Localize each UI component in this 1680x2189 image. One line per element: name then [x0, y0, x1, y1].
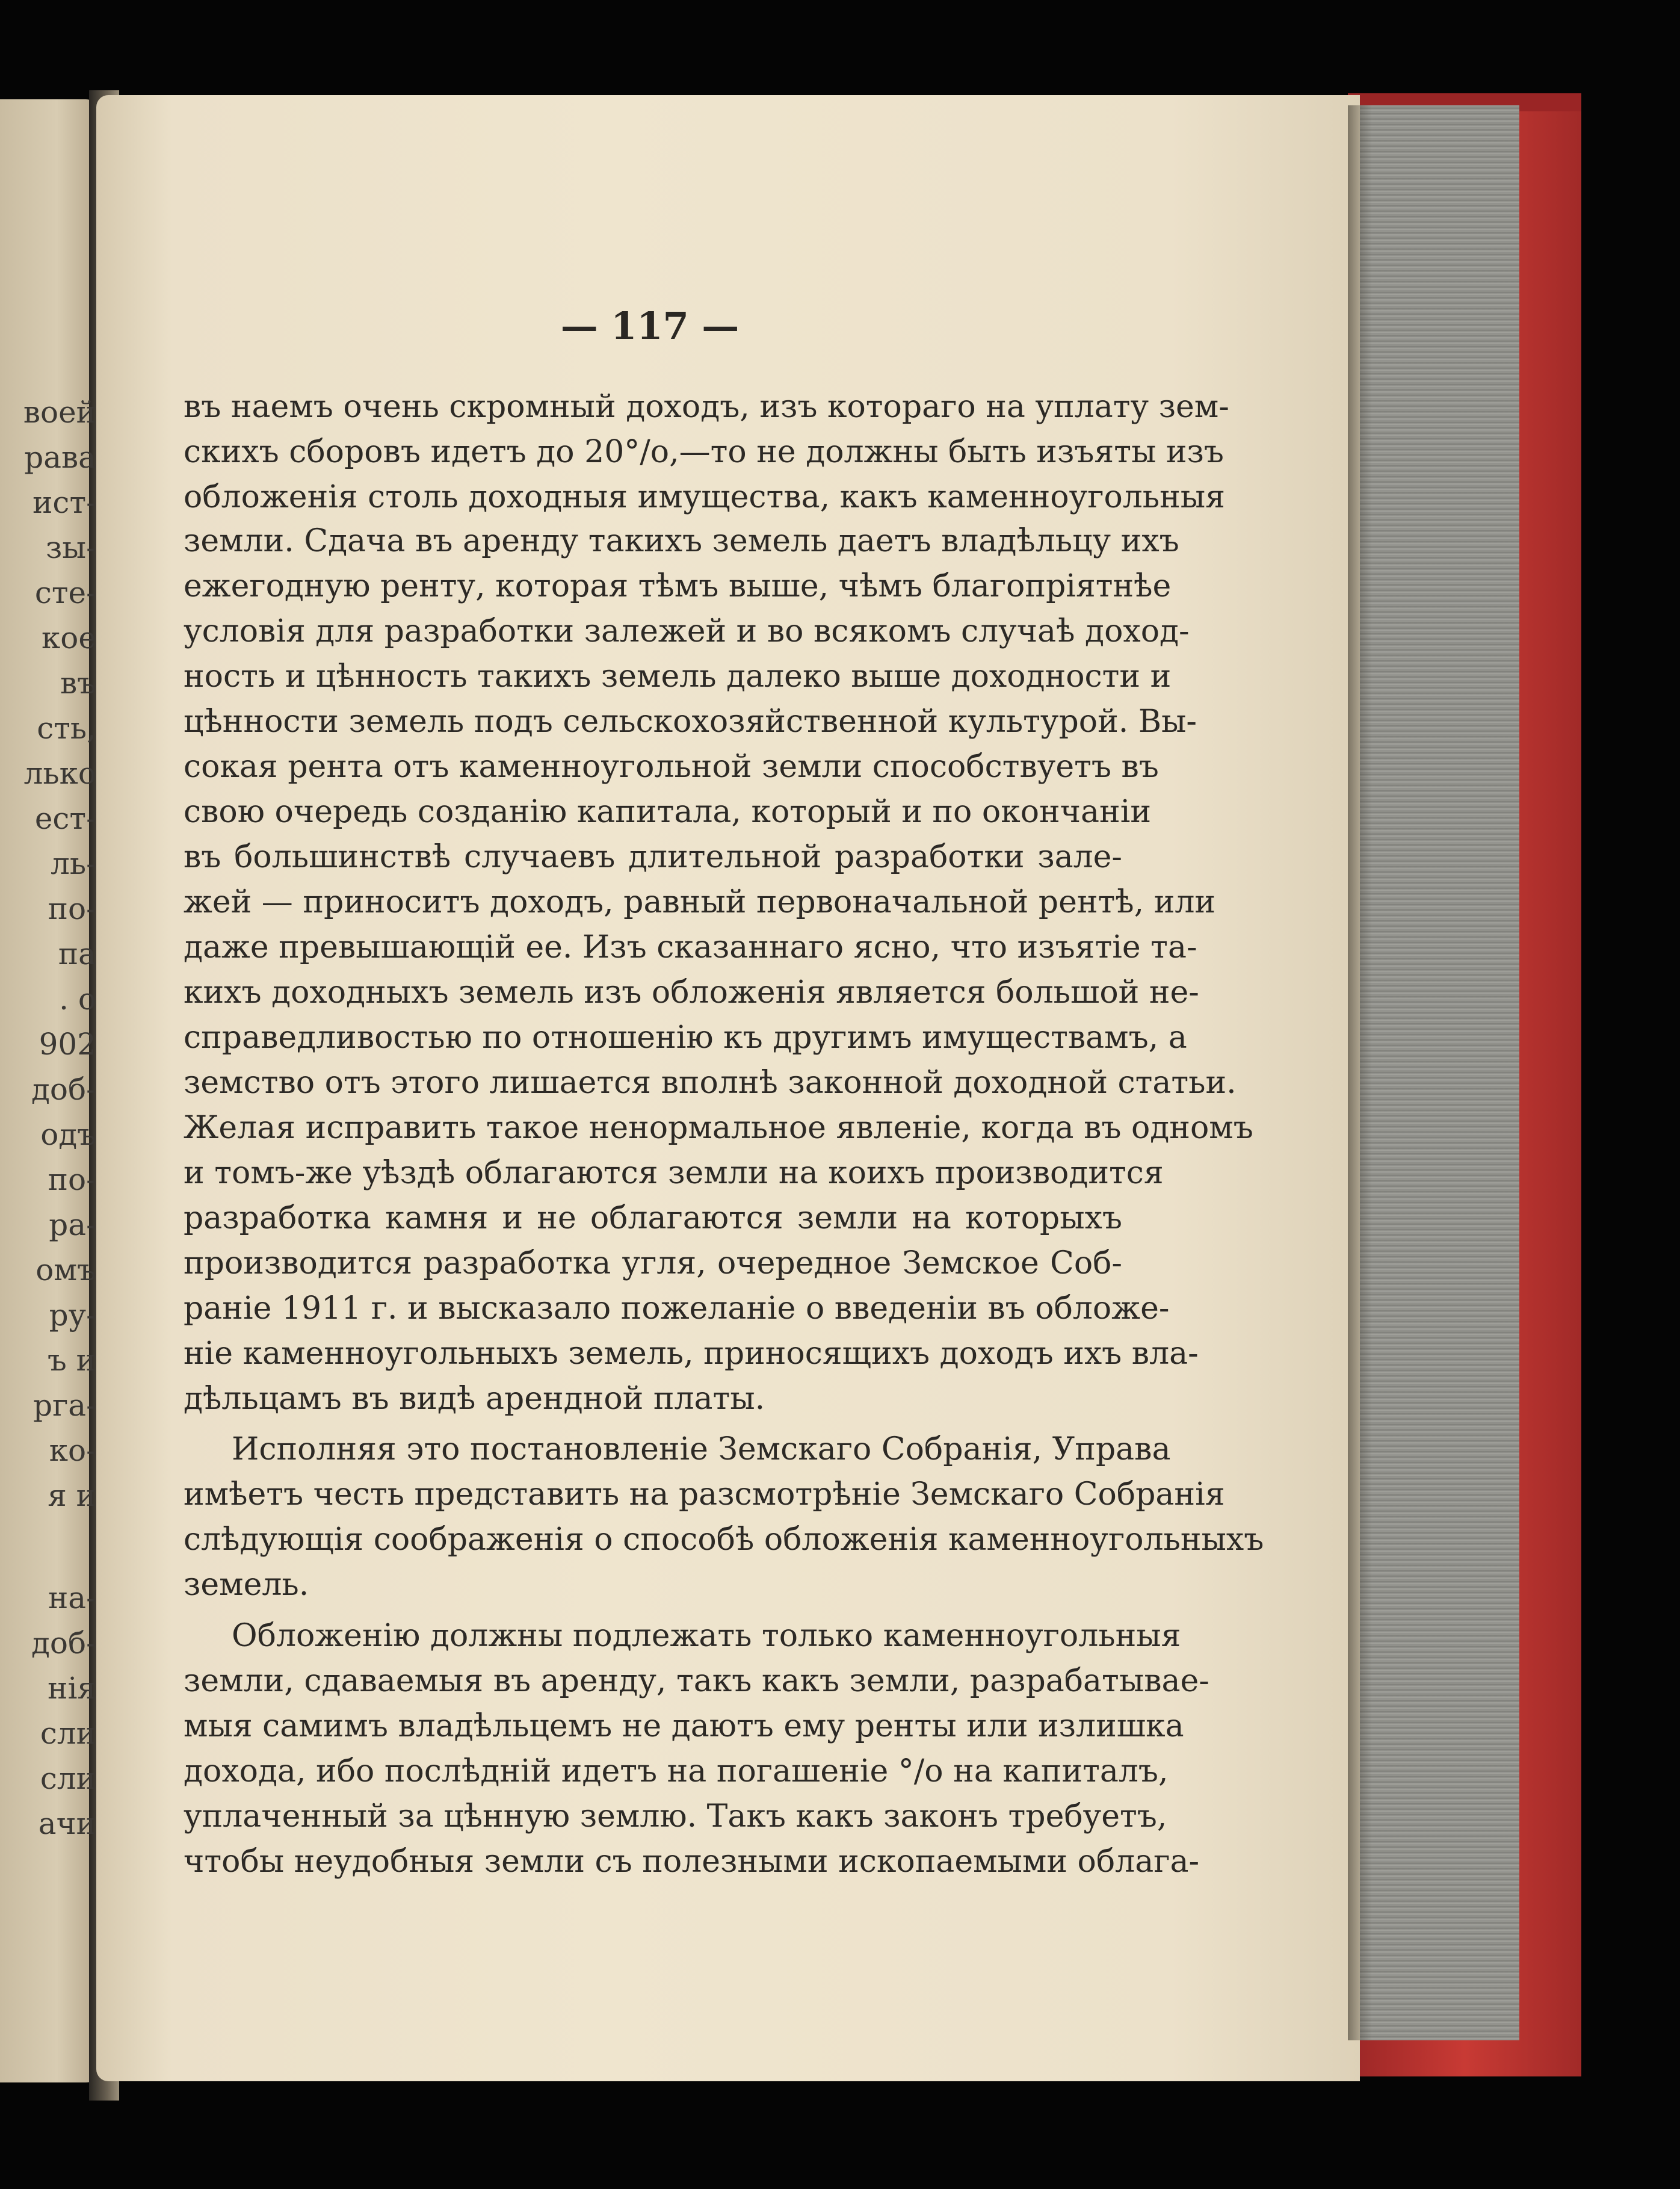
page-edges — [1357, 105, 1519, 2040]
text-line: разработка камня и не облагаются земли на которыхъ — [184, 1200, 1122, 1236]
text-line: производится разработка угля, очередное Земское Соб- — [184, 1245, 1122, 1281]
text-line: свою очередь созданію капитала, который и по окончаніи — [184, 794, 1151, 830]
text-line: жей — приноситъ доходъ, равный первоначальной рентѣ, или — [184, 884, 1216, 920]
text-line: уплаченный за цѣнную землю. Такъ какъ законъ требуетъ, — [184, 1798, 1167, 1834]
text-line: кихъ доходныхъ земель изъ обложенія является большой не- — [184, 974, 1199, 1011]
text-line: чтобы неудобныя земли съ полезными ископаемыми облага- — [184, 1844, 1200, 1880]
text-line: ность и цѣнность такихъ земель далеко выше доходности и — [184, 658, 1172, 695]
text-line: условія для разработки залежей и во всякомъ случаѣ доход- — [184, 613, 1190, 649]
text-line: дѣльцамъ въ видѣ арендной платы. — [184, 1381, 765, 1417]
left-page-fragment: по- — [48, 891, 96, 926]
left-page-fragment: сли — [40, 1716, 96, 1751]
text-line: земли, сдаваемыя въ аренду, такъ какъ земли, разрабатывае- — [184, 1663, 1209, 1699]
left-page-fragment: рга- — [33, 1388, 96, 1423]
left-page-fragment: ест- — [34, 801, 96, 836]
left-page-fragment: рава — [24, 440, 96, 475]
text-line: цѣнности земель подъ сельскохозяйственной культурой. Вы- — [184, 704, 1197, 740]
text-line: раніе 1911 г. и высказало пожеланіе о введеніи въ обложе- — [184, 1290, 1170, 1327]
left-page-fragment: одъ — [40, 1117, 96, 1152]
text-line: обложенія столь доходныя имущества, какъ каменноугольныя — [184, 479, 1225, 515]
text-line: въ большинствѣ случаевъ длительной разработки зале- — [184, 839, 1122, 875]
left-page-fragment: кое — [42, 621, 96, 655]
left-page-fragment: воей — [23, 395, 96, 430]
left-page-fragment: сть, — [37, 711, 96, 746]
left-page-fragment: ра- — [49, 1207, 96, 1242]
left-page-fragment: сте- — [34, 575, 96, 610]
text-line: ежегодную ренту, которая тѣмъ выше, чѣмъ благопріятнѣе — [184, 568, 1172, 604]
page-edge-shadow — [1348, 105, 1372, 2040]
left-page-fragment: доб- — [31, 1626, 96, 1661]
left-page-fragment: ачи — [38, 1806, 96, 1841]
left-page-fragment: ль- — [51, 846, 96, 881]
left-page-fragment: лько — [23, 756, 96, 791]
left-page-fragment: я и — [48, 1478, 96, 1513]
left-page-fragment: ист- — [32, 485, 96, 520]
left-page-fragment: въ — [60, 666, 96, 701]
text-line: даже превышающій ее. Изъ сказаннаго ясно, что изъятіе та- — [184, 929, 1197, 965]
left-page-fragment: доб- — [31, 1072, 96, 1107]
left-page-fragment: ъ и — [47, 1343, 96, 1378]
text-line: въ наемъ очень скромный доходъ, изъ котораго на уплату зем- — [184, 389, 1229, 425]
left-page-fragment: ко- — [49, 1433, 96, 1468]
left-page-fragment: омъ — [36, 1252, 96, 1287]
left-page-fragment: сли — [40, 1761, 96, 1796]
page-number: — 117 — — [560, 304, 740, 348]
text-line: скихъ сборовъ идетъ до 20°/о,—то не должны быть изъяты изъ — [184, 434, 1224, 470]
text-line: Обложенію должны подлежать только каменноугольныя — [232, 1618, 1181, 1654]
left-page-fragment: на- — [48, 1581, 96, 1615]
text-line: земли. Сдача въ аренду такихъ земель даетъ владѣльцу ихъ — [184, 523, 1179, 559]
text-line: Исполняя это постановленіе Земскаго Собранія, Управа — [232, 1431, 1171, 1467]
text-line: имѣетъ честь представить на разсмотрѣніе Земскаго Собранія — [184, 1476, 1225, 1512]
left-page-fragment: ру- — [49, 1298, 96, 1333]
text-line: земство отъ этого лишается вполнѣ законной доходной статьи. — [184, 1065, 1237, 1101]
text-line: сокая рента отъ каменноугольной земли способствуетъ въ — [184, 749, 1159, 785]
text-line: дохода, ибо послѣдній идетъ на погашеніе °/о на капиталъ, — [184, 1753, 1169, 1789]
text-line: Желая исправить такое ненормальное явленіе, когда въ одномъ — [184, 1110, 1253, 1146]
text-line: слѣдующія соображенія о способѣ обложенія каменноугольныхъ — [184, 1522, 1264, 1558]
text-line: справедливостью по отношенію къ другимъ имуществамъ, а — [184, 1020, 1187, 1056]
text-line: земель. — [184, 1567, 309, 1603]
left-page-fragment: по- — [48, 1162, 96, 1197]
text-line: мыя самимъ владѣльцемъ не даютъ ему ренты или излишка — [184, 1708, 1184, 1744]
left-page-fragment: зы- — [46, 530, 96, 565]
text-line: ніе каменноугольныхъ земель, приносящихъ доходъ ихъ вла- — [184, 1336, 1199, 1372]
left-page-fragment: . о — [59, 982, 96, 1017]
text-line: и томъ-же уѣздѣ облагаются земли на коихъ производится — [184, 1155, 1164, 1191]
left-page-fragment: па — [58, 937, 96, 971]
left-page-fragment: 902 — [39, 1027, 96, 1062]
left-page-fragment: нія — [48, 1671, 96, 1706]
